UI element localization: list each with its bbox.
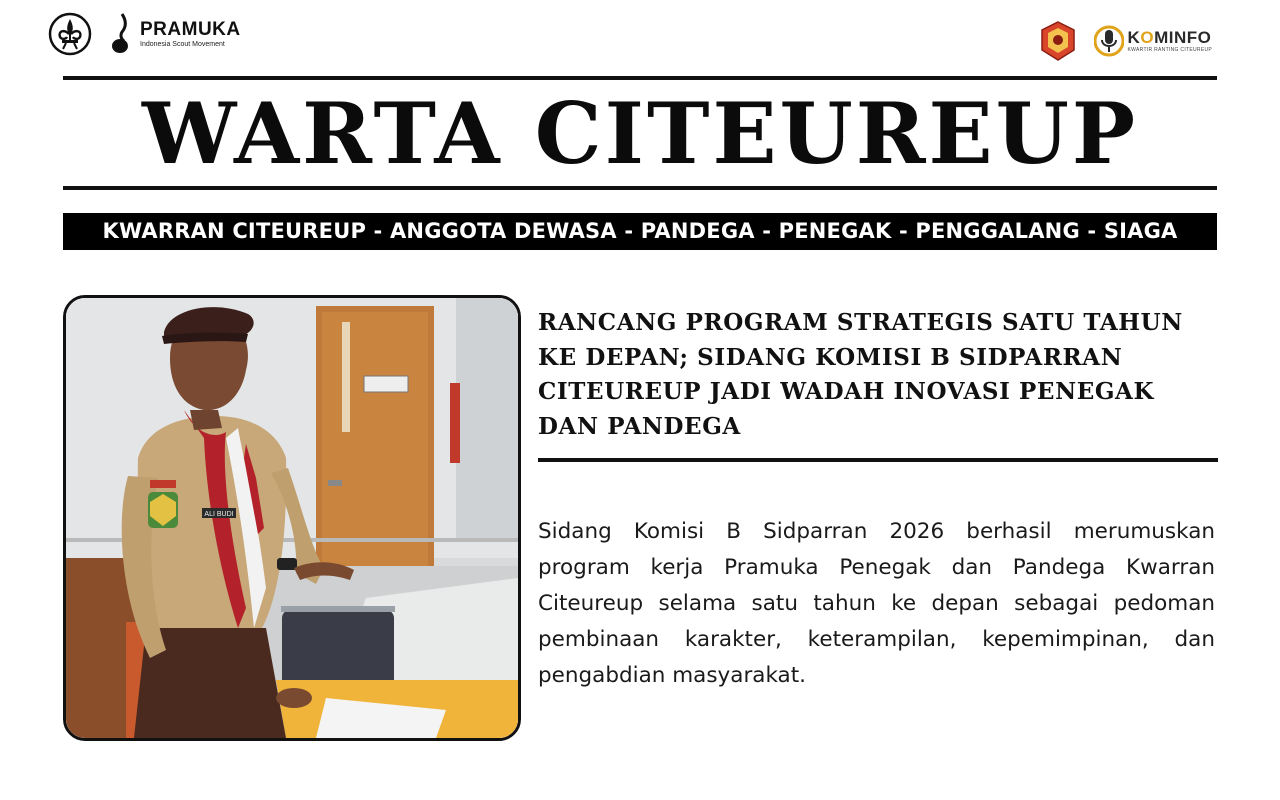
article-photo [63,295,521,741]
partner-logos-left [48,12,241,56]
partner-logos-right [1040,20,1212,62]
kominfo-logo [1094,24,1212,58]
article-headline: RANCANG PROGRAM STRATEGIS SATU TAHUN KE DEPAN; SIDANG KOMISI B SIDPARRAN CITEUREUP JADI WADAH INOVASI PENEGAK DAN PANDEGA [538,309,1183,440]
kominfo-microphone-icon [1094,24,1124,58]
headline-divider [538,458,1218,462]
pramuka-logo [110,12,241,56]
article-body: Sidang Komisi B Sidparran 2026 berhasil merumuskan program kerja Pramuka Penegak dan Pandega Kwarran Citeureup selama satu tahun ke depan sebagai pedoman pembinaan karakter, keterampilan, kepemimpinan, dan pengabdian masyarakat. [538,519,1215,688]
kwarran-badge-icon [1040,20,1076,62]
kominfo-wordmark: KOMINFO [1127,28,1212,47]
pramuka-wordmark: PRAMUKA [140,19,241,40]
scout-fleur-de-lis-icon [48,12,92,56]
category-bar: KWARRAN CITEUREUP - ANGGOTA DEWASA - PANDEGA - PENEGAK - PENGGALANG - SIAGA [63,213,1217,250]
pramuka-tagline: Indonesia Scout Movement [140,41,225,48]
masthead-title: WARTA CITEUREUP [142,84,1138,183]
masthead-top-rule [63,76,1217,80]
masthead-bottom-rule [63,186,1217,190]
name-tag: ALI BUDI [204,511,234,518]
kominfo-tagline: KWARTIR RANTING CITEUREUP [1127,47,1212,53]
scout-speaker-photo [66,298,518,738]
pramuka-tunas-kelapa-icon [110,12,136,56]
